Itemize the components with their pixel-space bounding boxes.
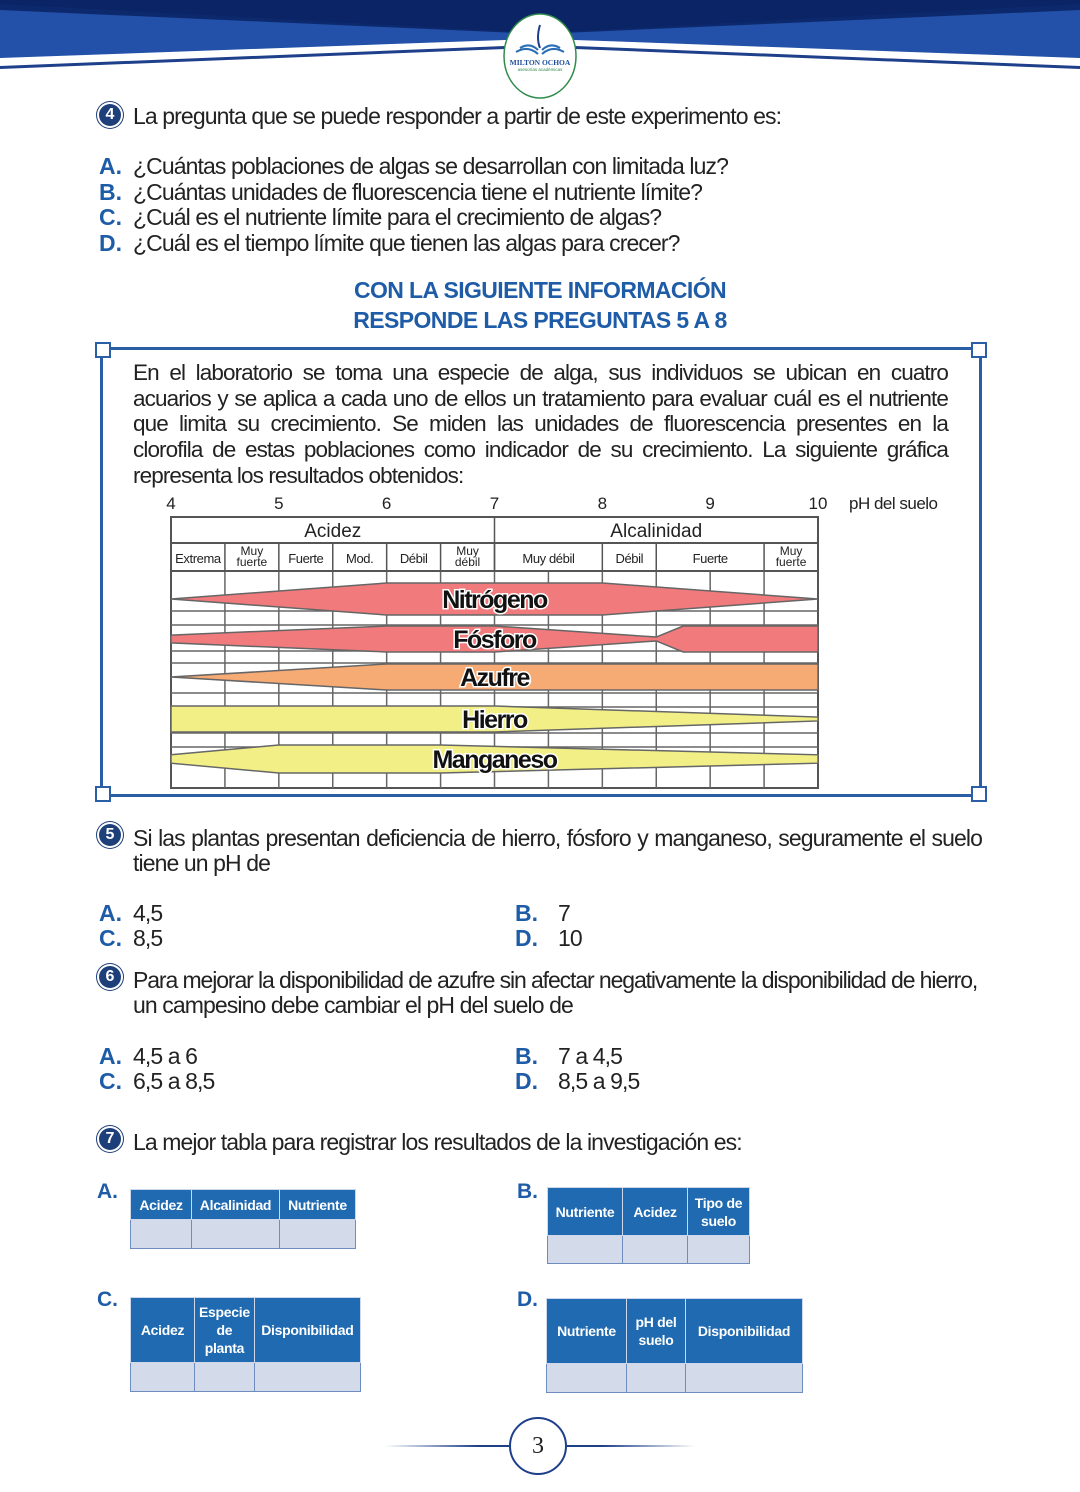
table-option-d	[546, 1298, 803, 1393]
page-number: 3	[509, 1417, 567, 1475]
subgroup-label: fuerte	[775, 555, 807, 569]
table-header: Disponibilidad	[686, 1299, 803, 1364]
nutrient-label: Hierro	[462, 706, 527, 734]
subgroup-label: Fuerte	[288, 551, 324, 566]
option-c: C. 8,5	[99, 925, 163, 951]
subgroup-label: Muy	[240, 544, 264, 558]
info-paragraph: En el laboratorio se toma una especie de alga, sus individuos se ubican en cuatro acuarios y se aplica a cada uno de ellos un tratamiento para evaluar cuál es el nutriente que limita su crecimiento. Se miden las unidades de fluorescencia presentes en la clorofila de estas poblaciones como indicador de su crecimiento. La siguiente gráfica representa los resultados obtenidos:	[133, 360, 948, 488]
table-header: Nutriente	[548, 1188, 623, 1236]
subgroup-label: Fuerte	[692, 551, 728, 566]
corner-ornament	[971, 342, 987, 358]
svg-text:MILTON OCHOA: MILTON OCHOA	[509, 58, 571, 67]
table-header: Alcalinidad	[192, 1190, 280, 1220]
header-banner	[0, 0, 1080, 100]
option-c: C. ¿Cuál es el nutriente límite para el crecimiento de algas?	[99, 204, 662, 230]
table-header: pH del suelo	[627, 1299, 686, 1364]
subgroup-label: Mod.	[346, 551, 374, 566]
corner-ornament	[971, 786, 987, 802]
table-header: Nutriente	[547, 1299, 627, 1364]
nutrient-label: Azufre	[460, 664, 529, 692]
group-label: Alcalinidad	[610, 521, 703, 542]
svg-text:asesorías académicas: asesorías académicas	[517, 67, 563, 72]
section-heading-line1: CON LA SIGUIENTE INFORMACIÓN	[353, 277, 727, 303]
table-option-c	[130, 1297, 361, 1392]
x-tick-label: 5	[274, 494, 284, 513]
option-d: D. 10	[515, 925, 582, 951]
question-5-text-line2: tiene un pH de	[133, 850, 271, 876]
subgroup-label: Muy	[779, 544, 803, 558]
table-option-a	[130, 1189, 356, 1249]
option-b: B. 7 a 4,5	[515, 1043, 623, 1069]
option-a: A. ¿Cuántas poblaciones de algas se desarrollan con limitada luz?	[99, 153, 728, 179]
table-option-letter: D.	[517, 1288, 538, 1311]
option-b: B. ¿Cuántas unidades de fluorescencia tiene el nutriente límite?	[99, 179, 703, 205]
option-d: D. 8,5 a 9,5	[515, 1068, 640, 1094]
subgroup-label: fuerte	[236, 555, 268, 569]
table-header: Acidez	[131, 1190, 192, 1220]
table-header: Especie de planta	[195, 1298, 255, 1363]
subgroup-label: Extrema	[175, 551, 221, 566]
subgroup-label: Débil	[615, 551, 644, 566]
question-4-text: La pregunta que se puede responder a partir de este experimento es:	[133, 103, 782, 129]
table-header: Nutriente	[280, 1190, 356, 1220]
subgroup-label: Muy	[456, 544, 479, 558]
table-header: Tipo de suelo	[688, 1188, 750, 1236]
option-b: B. 7	[515, 900, 570, 926]
logo	[504, 14, 576, 98]
group-label: Acidez	[304, 521, 362, 542]
x-tick-label: 9	[705, 494, 715, 513]
subgroup-label: débil	[454, 555, 481, 569]
section-heading-line2: RESPONDE LAS PREGUNTAS 5 A 8	[353, 307, 727, 333]
x-tick-label: 8	[597, 494, 608, 513]
question-number-badge: 4	[99, 104, 121, 126]
table-option-b	[547, 1187, 750, 1264]
table-option-letter: B.	[517, 1180, 538, 1203]
ph-nutrient-chart	[160, 490, 960, 800]
question-5-text-line1: Si las plantas presentan deficiencia de hierro, fósforo y manganeso, seguramente el suelo	[133, 825, 982, 851]
x-axis-label: pH del suelo	[849, 494, 938, 513]
corner-ornament	[95, 342, 111, 358]
x-tick-label: 10	[808, 494, 828, 513]
option-c: C. 6,5 a 8,5	[99, 1068, 215, 1094]
nutrient-label: Nitrógeno	[442, 586, 547, 614]
option-d: D. ¿Cuál es el tiempo límite que tienen las algas para crecer?	[99, 230, 680, 256]
subgroup-label: Débil	[399, 551, 428, 566]
table-header: Disponibilidad	[254, 1298, 360, 1363]
question-7-text: La mejor tabla para registrar los resultados de la investigación es:	[133, 1129, 742, 1155]
x-tick-label: 7	[489, 494, 500, 513]
x-tick-label: 4	[166, 494, 176, 513]
x-tick-label: 6	[381, 494, 392, 513]
nutrient-label: Manganeso	[432, 746, 557, 774]
subgroup-label: Muy débil	[522, 551, 575, 566]
table-option-letter: C.	[97, 1288, 118, 1311]
question-number-badge: 7	[99, 1128, 121, 1150]
nutrient-label: Fósforo	[453, 626, 536, 654]
table-option-letter: A.	[97, 1180, 118, 1203]
table-header: Acidez	[623, 1188, 688, 1236]
question-number-badge: 5	[99, 824, 121, 846]
option-a: A. 4,5 a 6	[99, 1043, 198, 1069]
corner-ornament	[95, 786, 111, 802]
table-header: Acidez	[131, 1298, 195, 1363]
question-number-badge: 6	[99, 966, 121, 988]
question-6-text-line2: un campesino debe cambiar el pH del suelo de	[133, 992, 573, 1018]
question-6-text-line1: Para mejorar la disponibilidad de azufre sin afectar negativamente la disponibilidad de hierro,	[133, 967, 978, 993]
option-a: A. 4,5	[99, 900, 163, 926]
